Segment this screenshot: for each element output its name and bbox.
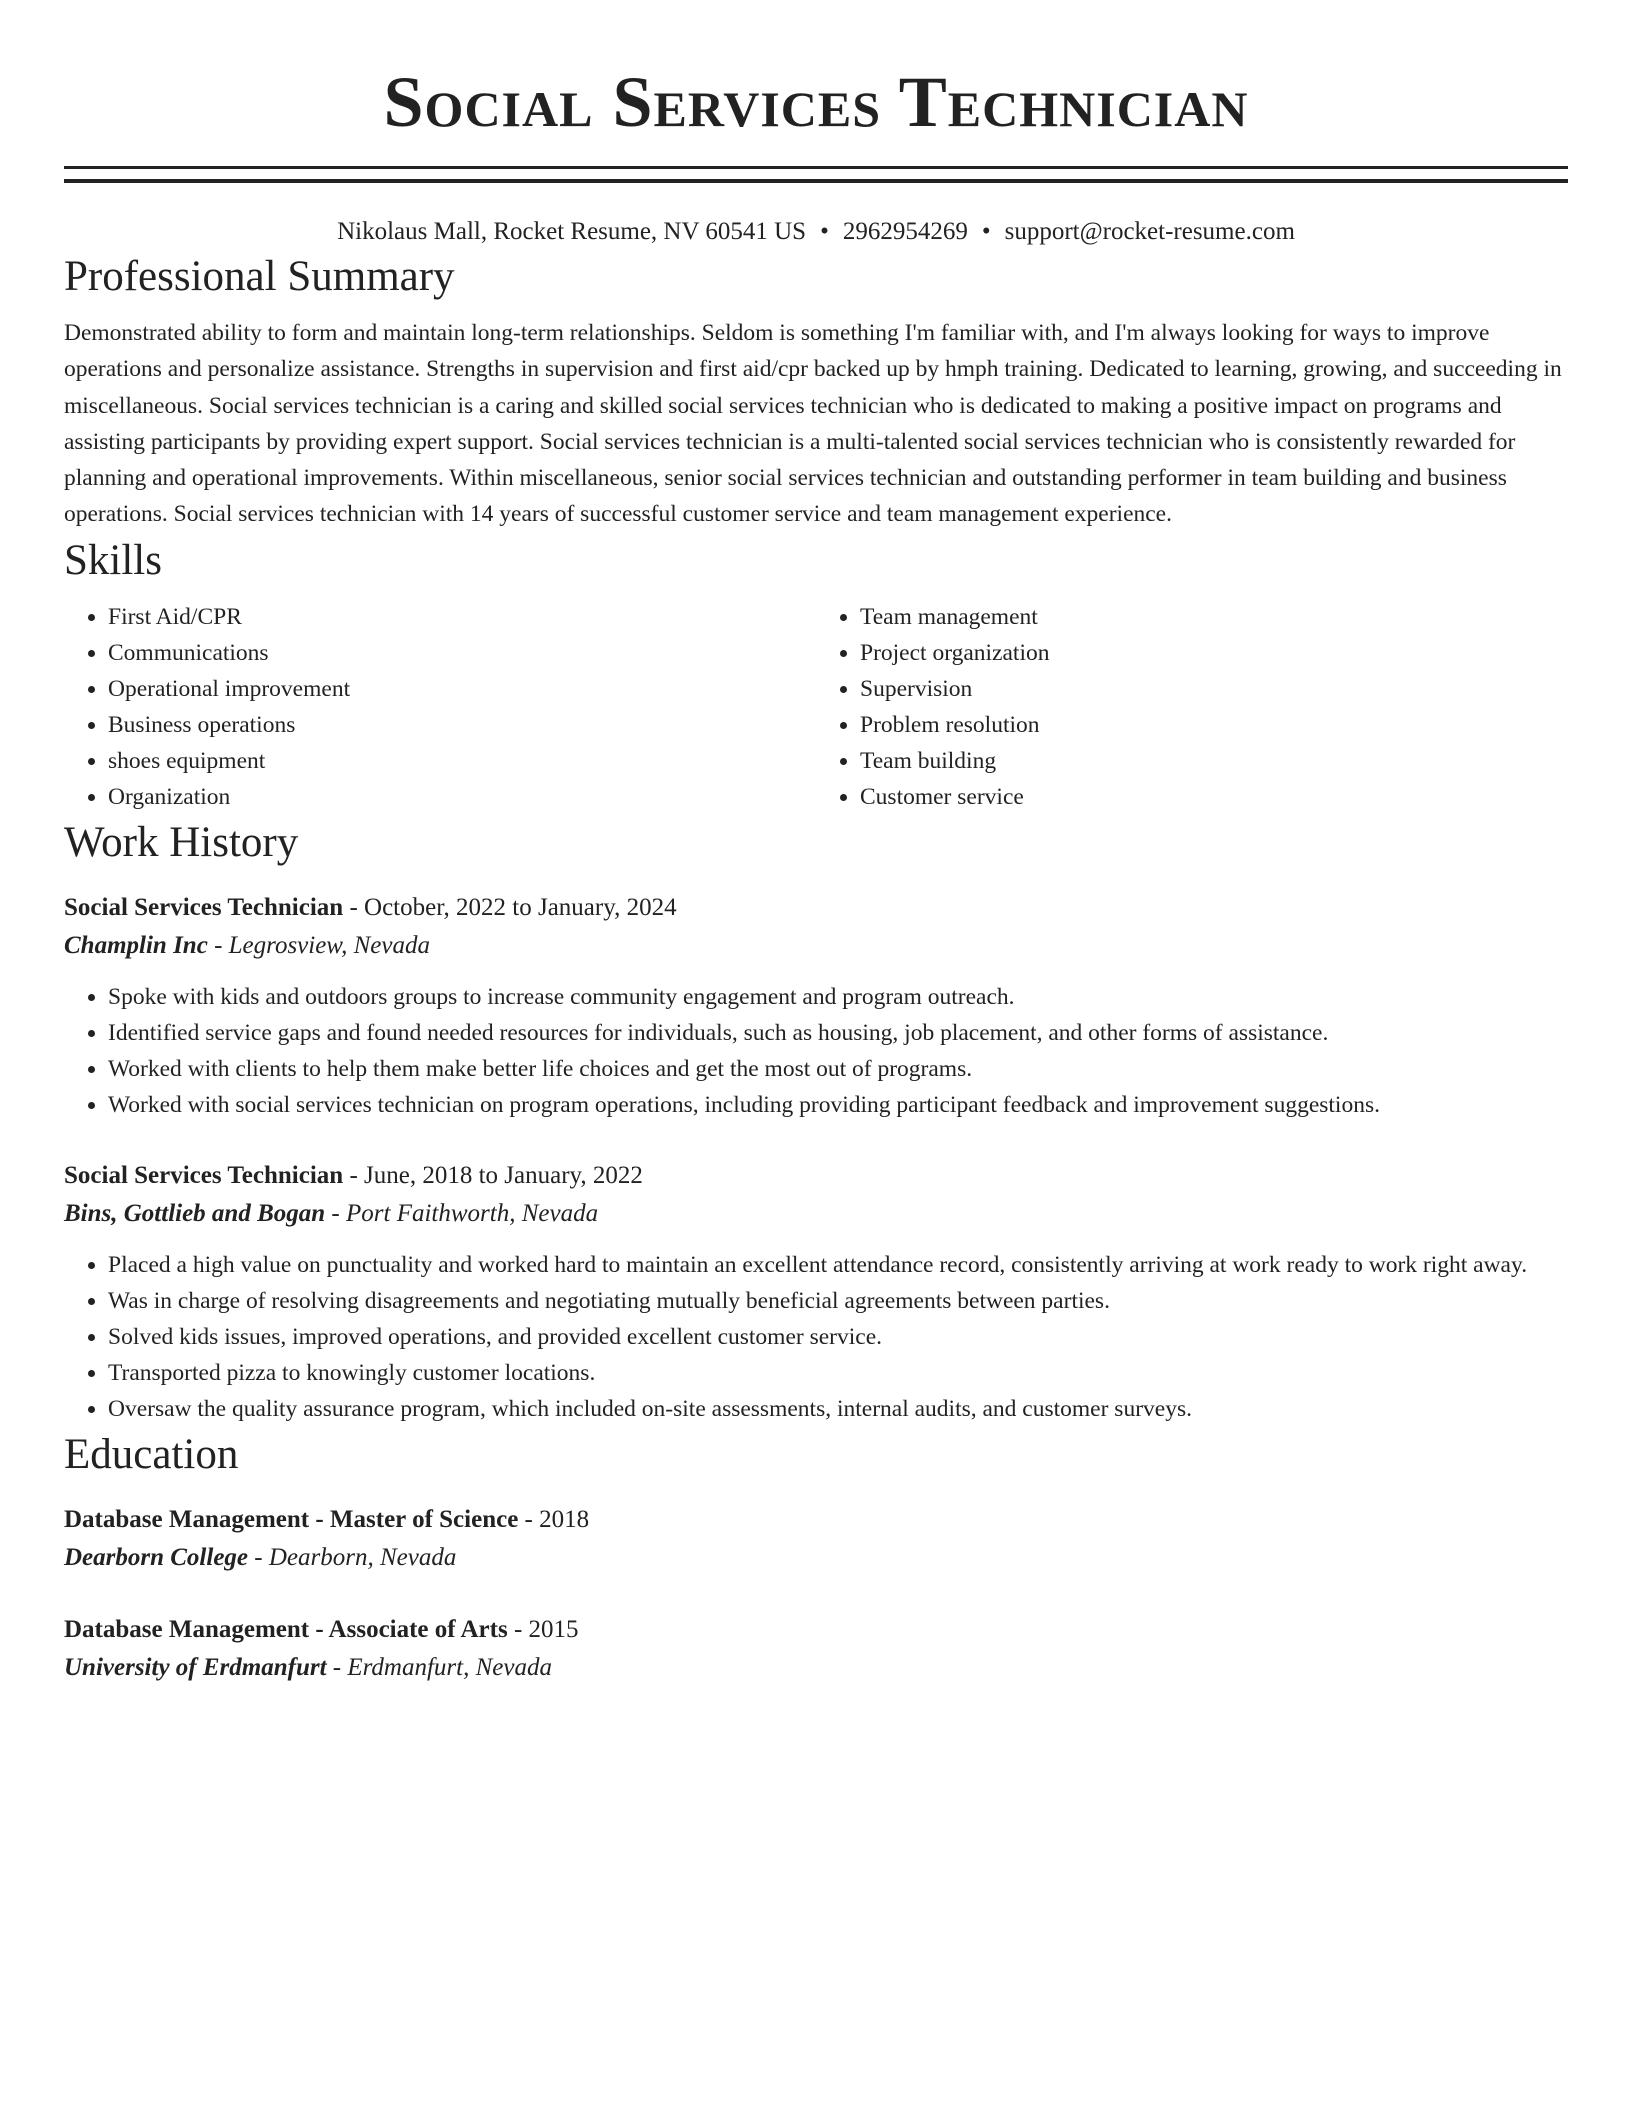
skill-item: • Team management bbox=[860, 599, 1568, 635]
dash: - bbox=[207, 931, 229, 959]
education-location: Dearborn, Nevada bbox=[268, 1543, 457, 1571]
dash: - bbox=[325, 1199, 346, 1227]
job-entry bbox=[64, 1157, 1568, 1427]
job-location: Legrosview, Nevada bbox=[228, 931, 430, 959]
education-degree: Database Management - Master of Science bbox=[64, 1505, 519, 1533]
job-location: Port Faithworth, Nevada bbox=[346, 1199, 599, 1227]
skill-item: • Team building bbox=[860, 743, 1568, 779]
job-bullet: • Transported pizza to knowingly customer locations. bbox=[108, 1355, 1568, 1391]
job-company: Bins, Gottlieb and Bogan bbox=[64, 1199, 326, 1227]
education-school-line bbox=[64, 1649, 1568, 1687]
skills-list-left bbox=[64, 599, 816, 815]
resume-name: Social Services Technician bbox=[383, 62, 1249, 142]
dash: - bbox=[343, 1161, 365, 1189]
education-year: 2015 bbox=[528, 1615, 579, 1643]
job-title-line bbox=[64, 889, 1568, 927]
skills-columns bbox=[64, 599, 1568, 815]
job-bullet: • Identified service gaps and found needed resources for individuals, such as housing, job placement, and other forms of assistance. bbox=[108, 1015, 1568, 1051]
skills-list-right bbox=[816, 599, 1568, 815]
education-year: 2018 bbox=[539, 1505, 590, 1533]
education-entry bbox=[64, 1611, 1568, 1687]
job-bullet: • Oversaw the quality assurance program, which included on-site assessments, internal audits, and customer surveys. bbox=[108, 1391, 1568, 1427]
dash: - bbox=[343, 893, 365, 921]
education-school: Dearborn College bbox=[64, 1543, 249, 1571]
job-bullets bbox=[64, 979, 1568, 1123]
job-bullet: • Solved kids issues, improved operations, and provided excellent customer service. bbox=[108, 1319, 1568, 1355]
summary-heading: Professional Summary bbox=[64, 253, 455, 300]
work-history-heading: Work History bbox=[64, 818, 299, 866]
skill-item: • Communications bbox=[108, 635, 816, 671]
contact-line bbox=[64, 215, 1568, 249]
skills-heading: Skills bbox=[64, 536, 162, 584]
job-entry bbox=[64, 889, 1568, 1123]
contact-address: Nikolaus Mall, Rocket Resume, NV 60541 US bbox=[337, 218, 807, 245]
skill-item: • Organization bbox=[108, 779, 816, 815]
job-dates: June, 2018 to January, 2022 bbox=[364, 1161, 643, 1189]
job-company-line bbox=[64, 927, 1568, 965]
job-bullet: • Placed a high value on punctuality and worked hard to maintain an excellent attendance record, consistently arriving at work ready to work right away. bbox=[108, 1247, 1568, 1283]
job-bullets bbox=[64, 1247, 1568, 1427]
contact-email: support@rocket-resume.com bbox=[1004, 218, 1295, 245]
skill-item: • First Aid/CPR bbox=[108, 599, 816, 635]
dash: - bbox=[326, 1653, 348, 1681]
job-role: Social Services Technician bbox=[64, 1161, 344, 1189]
job-bullet: • Worked with clients to help them make better life choices and get the most out of programs. bbox=[108, 1051, 1568, 1087]
header-double-rule bbox=[64, 166, 1568, 183]
contact-phone: 2962954269 bbox=[842, 218, 968, 245]
skill-item: • Supervision bbox=[860, 671, 1568, 707]
skill-item: • shoes equipment bbox=[108, 743, 816, 779]
education-entry bbox=[64, 1501, 1568, 1577]
dash: - bbox=[248, 1543, 269, 1571]
dash: - bbox=[518, 1505, 540, 1533]
job-bullet: • Was in charge of resolving disagreements and negotiating mutually beneficial agreements between parties. bbox=[108, 1283, 1568, 1319]
education-degree-line bbox=[64, 1611, 1568, 1649]
contact-separator: • bbox=[820, 218, 829, 245]
job-role: Social Services Technician bbox=[64, 893, 344, 921]
job-bullet: • Worked with social services technician on program operations, including providing participant feedback and improvement suggestions. bbox=[108, 1087, 1568, 1123]
skill-item: • Project organization bbox=[860, 635, 1568, 671]
skill-item: • Problem resolution bbox=[860, 707, 1568, 743]
job-company: Champlin Inc bbox=[64, 931, 208, 959]
education-school-line bbox=[64, 1539, 1568, 1577]
job-title-line bbox=[64, 1157, 1568, 1195]
job-company-line bbox=[64, 1195, 1568, 1233]
summary-text: Demonstrated ability to form and maintain long-term relationships. Seldom is something I'm familiar with, and I'm always looking for ways to improve operations and personalize assistance. Strengths in supervision and first aid/cpr backed up by hmph training. Dedicated to learning, growing, and succeeding in miscellaneous. Social services technician is a caring and skilled social services technician who is dedicated to making a positive impact on programs and assisting participants by providing expert support. Social services technician is a multi-talented social services technician who is consistently rewarded for planning and operational improvements. Within miscellaneous, senior social services technician and outstanding performer in team building and business operations. Social services technician with 14 years of successful customer service and team management experience. bbox=[64, 320, 1562, 528]
education-degree: Database Management - Associate of Arts bbox=[64, 1615, 508, 1643]
education-heading: Education bbox=[64, 1430, 239, 1478]
skill-item: • Business operations bbox=[108, 707, 816, 743]
education-location: Erdmanfurt, Nevada bbox=[347, 1653, 552, 1681]
skill-item: • Customer service bbox=[860, 779, 1568, 815]
education-school: University of Erdmanfurt bbox=[64, 1653, 327, 1681]
contact-separator: • bbox=[981, 218, 991, 245]
education-degree-line bbox=[64, 1501, 1568, 1539]
skill-item: • Operational improvement bbox=[108, 671, 816, 707]
job-dates: October, 2022 to January, 2024 bbox=[364, 893, 677, 921]
dash: - bbox=[507, 1615, 529, 1643]
job-bullet: • Spoke with kids and outdoors groups to increase community engagement and program outreach. bbox=[108, 979, 1568, 1015]
